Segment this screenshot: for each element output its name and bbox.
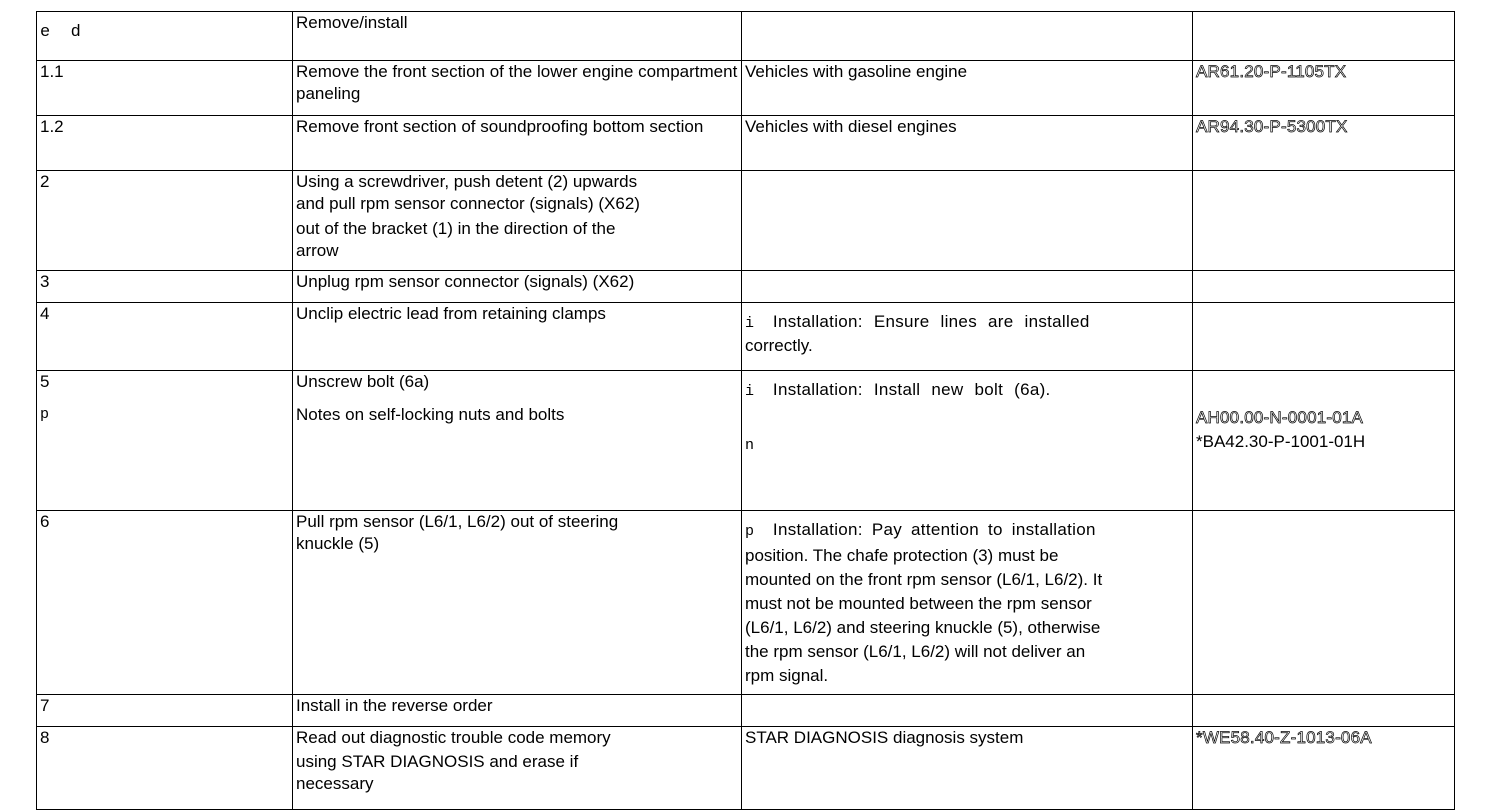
note-line: the rpm sensor (L6/1, L6/2) will not deliver an	[745, 642, 1086, 661]
table-row	[37, 171, 1455, 271]
step-number: 1.2	[37, 116, 293, 171]
step-number-cell	[37, 371, 293, 511]
table-row	[37, 116, 1455, 171]
table-row	[37, 303, 1455, 371]
step-ref	[1193, 303, 1455, 371]
step-action: Remove front section of soundproofing bottom section	[293, 116, 742, 171]
step-ref	[1193, 171, 1455, 271]
header-title: Remove/install	[293, 12, 742, 61]
document-reference-link[interactable]: *WE58.40-Z-1013-06A	[1193, 727, 1455, 810]
document-reference-link[interactable]: AH00.00-N-0001-01A	[1196, 408, 1364, 427]
action-line: Pull rpm sensor (L6/1, L6/2) out of steering	[296, 512, 619, 531]
info-icon: i	[745, 383, 755, 400]
table-row	[37, 695, 1455, 727]
table-row	[37, 727, 1455, 810]
table-row	[37, 371, 1455, 511]
action-line: necessary	[296, 774, 374, 793]
note-line: rpm signal.	[745, 666, 829, 685]
step-ref	[1193, 371, 1455, 511]
note-line: Installation: Pay attention to installation	[772, 520, 1096, 539]
step-number: 3	[37, 271, 293, 303]
step-ref	[1193, 271, 1455, 303]
header-step-code: e d	[37, 12, 293, 61]
header-ref	[1193, 12, 1455, 61]
step-number: 4	[37, 303, 293, 371]
document-reference-link[interactable]: *BA42.30-P-1001-01H	[1196, 432, 1366, 451]
step-note	[742, 371, 1193, 511]
step-action: Unplug rpm sensor connector (signals) (X62)	[293, 271, 742, 303]
step-note	[742, 271, 1193, 303]
table-row	[37, 511, 1455, 695]
procedure-symbol-icon: p	[40, 406, 50, 423]
action-line: out of the bracket (1) in the direction of the	[296, 219, 616, 238]
note-line: mounted on the front rpm sensor (L6/1, L6/2). It	[745, 570, 1103, 589]
action-line: Unscrew bolt (6a)	[296, 372, 430, 391]
procedure-symbol-icon: p	[745, 523, 755, 540]
step-number: 7	[37, 695, 293, 727]
action-line: Notes on self-locking nuts and bolts	[296, 405, 565, 424]
step-ref	[1193, 695, 1455, 727]
info-icon: i	[745, 315, 755, 332]
step-action	[293, 171, 742, 271]
step-note: Vehicles with gasoline engine	[742, 61, 1193, 116]
note-symbol-icon: n	[745, 437, 755, 454]
note-line: must not be mounted between the rpm sensor	[745, 594, 1092, 613]
step-note	[742, 695, 1193, 727]
step-note: STAR DIAGNOSIS diagnosis system	[742, 727, 1193, 810]
step-action: Unclip electric lead from retaining clamps	[293, 303, 742, 371]
note-line: position. The chafe protection (3) must be	[745, 546, 1059, 565]
action-line: Using a screwdriver, push detent (2) upwards	[296, 172, 638, 191]
step-ref	[1193, 511, 1455, 695]
note-line: Installation: Ensure lines are installed	[772, 312, 1090, 331]
step-number: 2	[37, 171, 293, 271]
table-header-row	[37, 12, 1455, 61]
step-action	[293, 727, 742, 810]
table-row	[37, 271, 1455, 303]
action-line: using STAR DIAGNOSIS and erase if	[296, 752, 579, 771]
step-action: Remove the front section of the lower engine compartment paneling	[293, 61, 742, 116]
step-number: 5	[40, 372, 50, 391]
action-line: Read out diagnostic trouble code memory	[296, 728, 611, 747]
action-line: and pull rpm sensor connector (signals) (X62)	[296, 194, 640, 213]
step-note	[742, 511, 1193, 695]
step-action	[293, 511, 742, 695]
table-row	[37, 61, 1455, 116]
document-reference-link[interactable]: AR94.30-P-5300TX	[1193, 116, 1455, 171]
document-reference-link[interactable]: AR61.20-P-1105TX	[1193, 61, 1455, 116]
step-note	[742, 171, 1193, 271]
step-action	[293, 371, 742, 511]
note-line: Installation: Install new bolt (6a).	[772, 380, 1051, 399]
step-number: 6	[37, 511, 293, 695]
step-number: 8	[37, 727, 293, 810]
step-action: Install in the reverse order	[293, 695, 742, 727]
step-note	[742, 303, 1193, 371]
procedure-table	[36, 11, 1455, 810]
note-line: (L6/1, L6/2) and steering knuckle (5), otherwise	[745, 618, 1101, 637]
action-line: arrow	[296, 241, 339, 260]
note-line: correctly.	[745, 336, 813, 355]
action-line: knuckle (5)	[296, 534, 380, 553]
step-note: Vehicles with diesel engines	[742, 116, 1193, 171]
header-note	[742, 12, 1193, 61]
step-number: 1.1	[37, 61, 293, 116]
